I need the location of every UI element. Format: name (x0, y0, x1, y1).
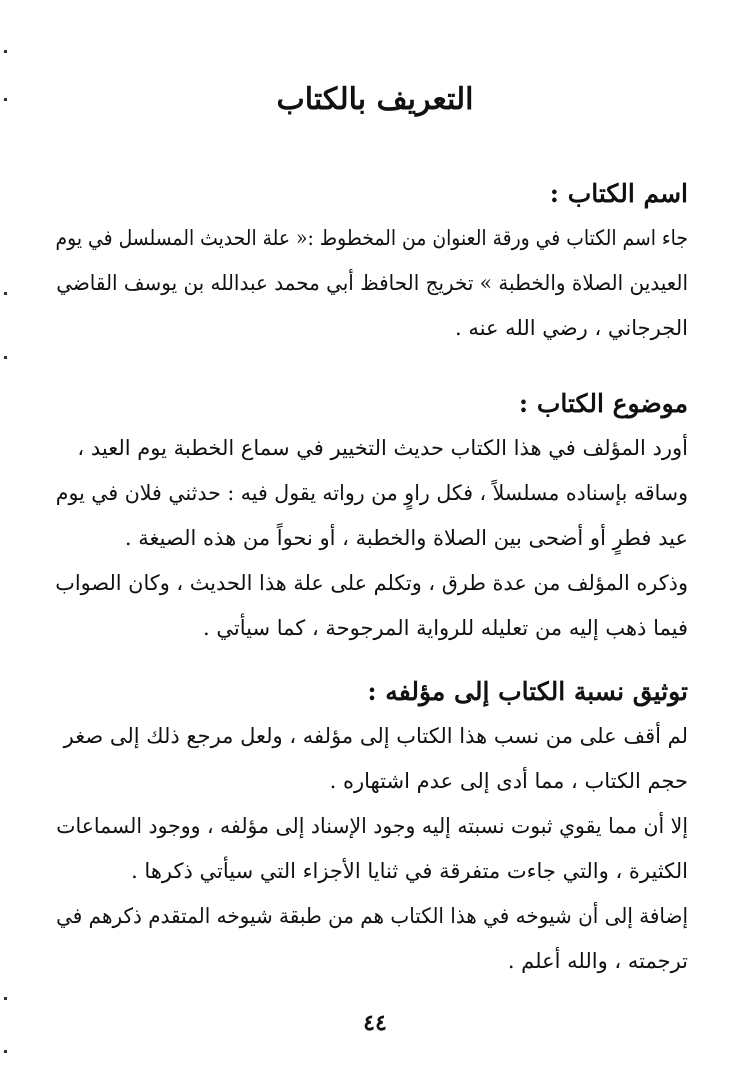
text-line: الكثيرة ، والتي جاءت متفرقة في ثنايا الأجزاء التي سيأتي ذكرها . (131, 859, 688, 883)
scan-mark (4, 98, 7, 101)
text-line: وذكره المؤلف من عدة طرق ، وتكلم على علة هذا الحديث ، وكان الصواب (55, 571, 688, 595)
text-line: وساقه بإسناده مسلسلاً ، فكل راوٍ من رواته يقول فيه : حدثني فلان في يوم (55, 481, 688, 505)
section-heading: اسم الكتاب : (549, 179, 688, 208)
scan-mark (4, 292, 7, 295)
text-line: جاء اسم الكتاب في ورقة العنوان من المخطوط :« علة الحديث المسلسل في يوم (55, 226, 688, 250)
paragraph (56, 216, 688, 351)
paragraph (56, 426, 688, 561)
scan-mark (4, 356, 7, 359)
text-line: العيدين الصلاة والخطبة » تخريج الحافظ أبي محمد عبدالله بن يوسف القاضي (56, 271, 688, 295)
scan-mark (4, 1050, 7, 1053)
scan-mark (4, 50, 7, 53)
text-line: أورد المؤلف في هذا الكتاب حديث التخيير في سماع الخطبة يوم العيد ، (77, 436, 688, 460)
text-line: لم أقف على من نسب هذا الكتاب إلى مؤلفه ، ولعل مرجع ذلك إلى صغر (63, 724, 688, 748)
scan-mark (4, 997, 7, 1000)
text-line: عيد فطرٍ أو أضحى بين الصلاة والخطبة ، أو نحواً من هذه الصيغة . (124, 526, 688, 550)
paragraph (56, 714, 688, 804)
text-line: الجرجاني ، رضي الله عنه . (455, 316, 688, 340)
text-line: إضافة إلى أن شيوخه في هذا الكتاب هم من طبقة شيوخه المتقدم ذكرهم في (56, 904, 689, 928)
page-number: ٤٤ (363, 1010, 387, 1036)
text-line: إلا أن مما يقوي ثبوت نسبته إليه وجود الإسناد إلى مؤلفه ، ووجود السماعات (56, 814, 688, 838)
text-line: حجم الكتاب ، مما أدى إلى عدم اشتهاره . (329, 769, 688, 793)
paragraph (56, 561, 688, 651)
paragraph (56, 894, 688, 984)
section-heading: توثيق نسبة الكتاب إلى مؤلفه : (367, 677, 688, 706)
paragraph (56, 804, 688, 894)
section-heading: موضوع الكتاب : (518, 389, 688, 418)
section-book-name (56, 172, 688, 351)
section-attribution (56, 670, 688, 984)
text-line: ترجمته ، والله أعلم . (507, 949, 688, 973)
text-line: فيما ذهب إليه من تعليله للرواية المرجوحة ، كما سيأتي . (203, 616, 688, 640)
page-title: التعريف بالكتاب (276, 82, 474, 117)
section-book-topic (56, 382, 688, 651)
